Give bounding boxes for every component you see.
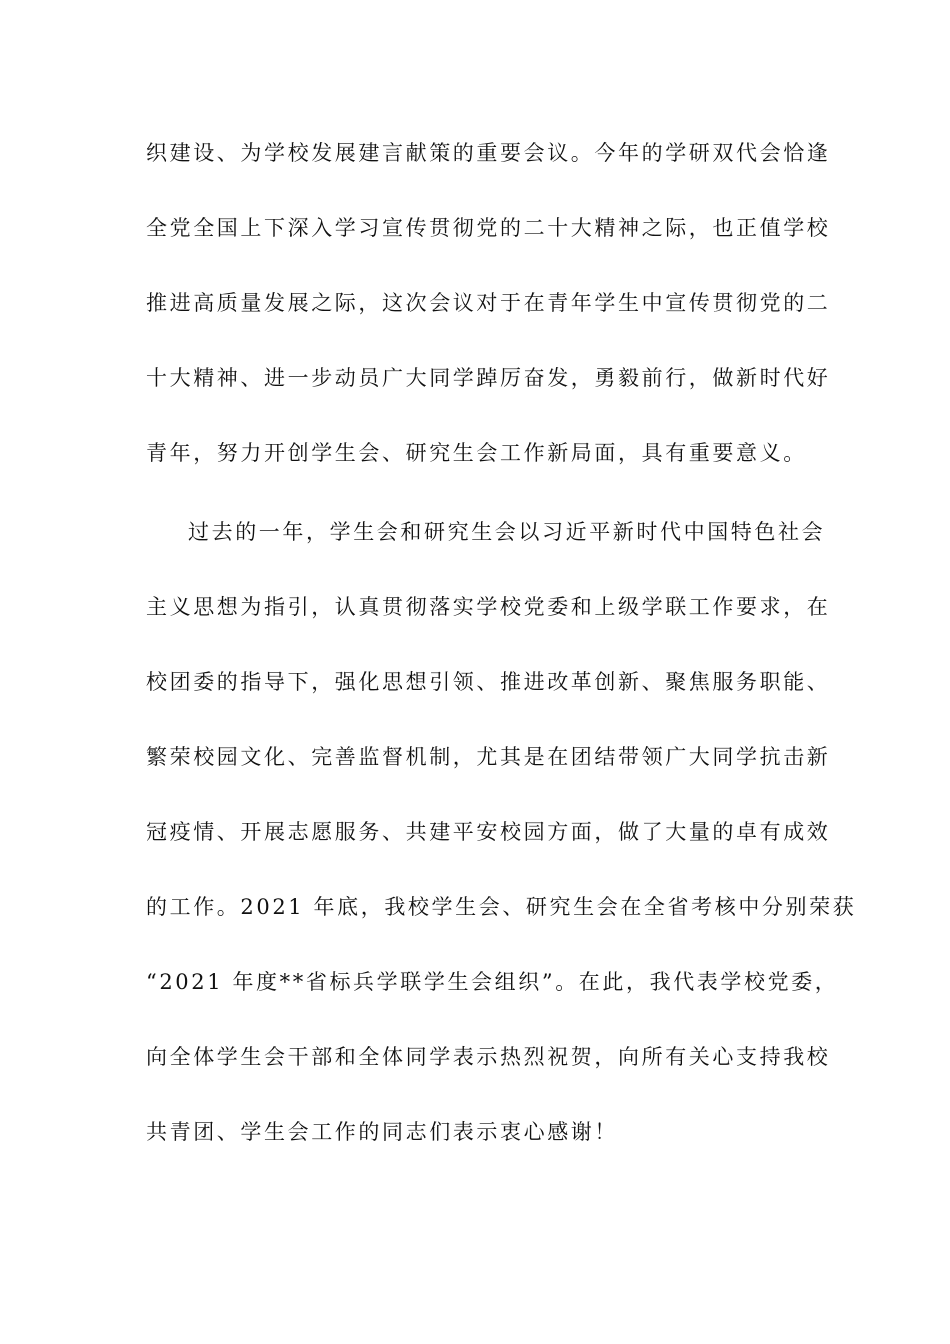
paragraph-line: 校团委的指导下，强化思想引领、推进改革创新、聚焦服务职能、: [146, 670, 831, 694]
paragraph-line: 全党全国上下深入学习宣传贯彻党的二十大精神之际，也正值学校: [146, 216, 831, 240]
paragraph-line: 向全体学生会干部和全体同学表示热烈祝贺，向所有关心支持我校: [146, 1045, 831, 1069]
paragraph-line: 的工作。2021 年底，我校学生会、研究生会在全省考核中分别荣获: [146, 895, 857, 919]
paragraph-line: 冠疫情、开展志愿服务、共建平安校园方面，做了大量的卓有成效: [146, 820, 831, 844]
paragraph-line: “2021 年度**省标兵学联学生会组织”。在此，我代表学校党委，: [146, 970, 839, 994]
paragraph-line: 青年，努力开创学生会、研究生会工作新局面，具有重要意义。: [146, 441, 807, 465]
paragraph-line: 主义思想为指引，认真贯彻落实学校党委和上级学联工作要求，在: [146, 595, 831, 619]
paragraph-line: 过去的一年，学生会和研究生会以习近平新时代中国特色社会: [188, 520, 826, 544]
paragraph-line: 推进高质量发展之际，这次会议对于在青年学生中宣传贯彻党的二: [146, 291, 831, 315]
paragraph-line: 共青团、学生会工作的同志们表示衷心感谢！: [146, 1120, 618, 1144]
paragraph-line: 繁荣校园文化、完善监督机制，尤其是在团结带领广大同学抗击新: [146, 745, 831, 769]
paragraph-line: 织建设、为学校发展建言献策的重要会议。今年的学研双代会恰逢: [146, 141, 831, 165]
paragraph-line: 十大精神、进一步动员广大同学踔厉奋发，勇毅前行，做新时代好: [146, 366, 831, 390]
